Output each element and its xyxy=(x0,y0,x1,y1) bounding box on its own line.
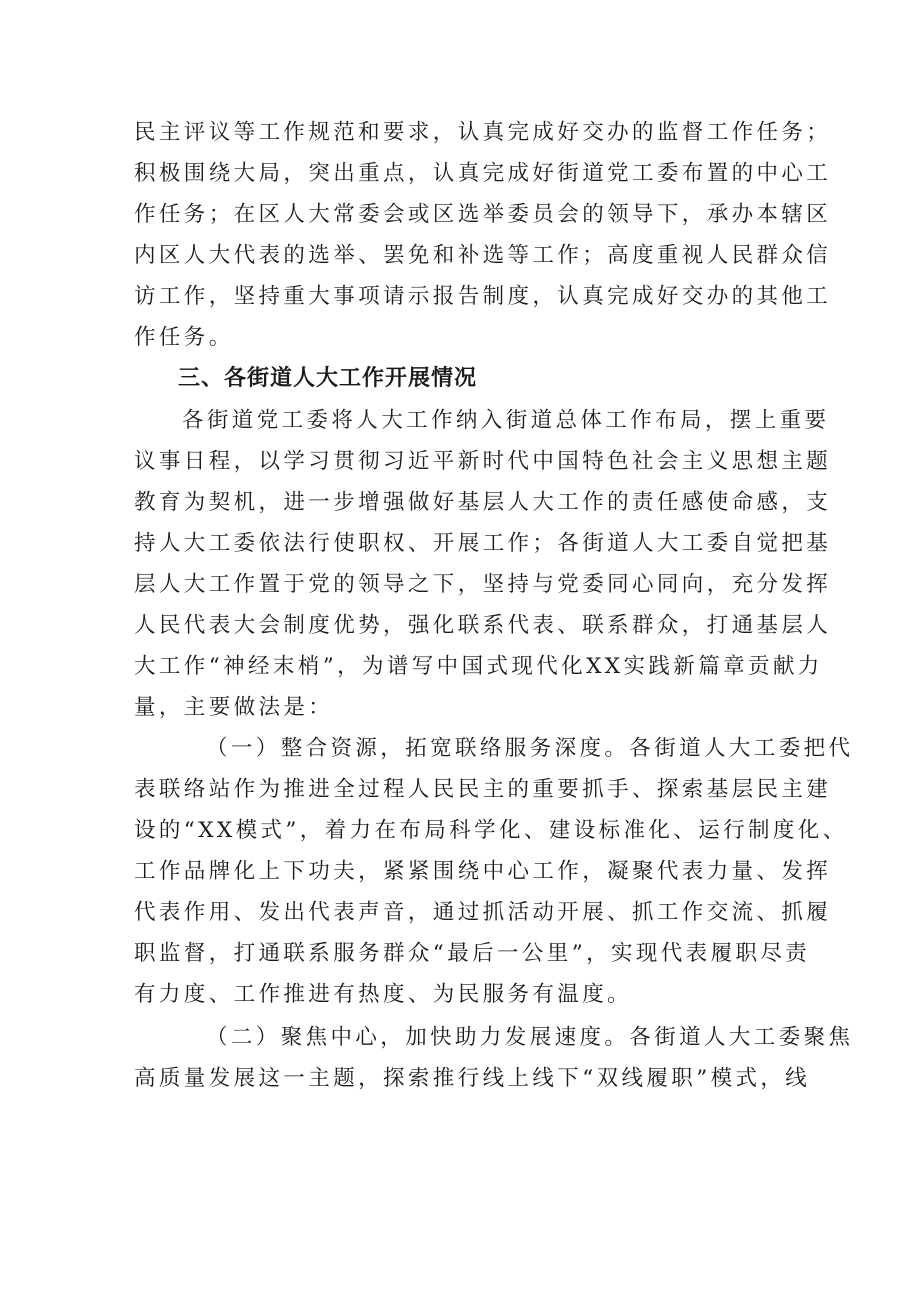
text-line: 人民代表大会制度优势，强化联系代表、联系群众，打通基层人 xyxy=(134,613,832,638)
paragraph-item-1 xyxy=(134,728,854,1015)
text-line: 各街道党工委将人大工作纳入街道总体工作布局，摆上重要 xyxy=(182,408,830,433)
text-line: 访工作，坚持重大事项请示报告制度，认真完成好交办的其他工 xyxy=(134,284,832,309)
text-line: 作任务。 xyxy=(134,325,234,350)
text-line: 层人大工作置于党的领导之下，坚持与党委同心同向，充分发挥 xyxy=(134,572,832,597)
paragraph-overview xyxy=(134,400,832,728)
paragraph-item-2 xyxy=(134,1017,854,1099)
text-line: 教育为契机，进一步增强做好基层人大工作的责任感使命感，支 xyxy=(134,490,832,515)
section-heading: 三、各街道人大工作开展情况 xyxy=(178,366,478,391)
text-line: 大工作“神经末梢”，为谱写中国式现代化XX实践新篇章贡献力 xyxy=(134,654,823,679)
paragraph-continuation xyxy=(134,112,832,358)
text-line: 表联络站作为推进全过程人民民主的重要抓手、探索基层民主建 xyxy=(134,777,832,802)
text-line: （二）聚焦中心，加快助力发展速度。各街道人大工委聚焦 xyxy=(206,1025,854,1050)
document-body xyxy=(134,112,854,1099)
text-line: 职监督，打通联系服务群众“最后一公里”，实现代表履职尽责 xyxy=(134,941,811,966)
text-line: （一）整合资源，拓宽联络服务深度。各街道人大工委把代 xyxy=(206,736,854,761)
text-line: 持人大工委依法行使职权、开展工作；各街道人大工委自觉把基 xyxy=(134,531,832,556)
text-line: 内区人大代表的选举、罢免和补选等工作；高度重视人民群众信 xyxy=(134,243,832,268)
text-line: 议事日程，以学习贯彻习近平新时代中国特色社会主义思想主题 xyxy=(134,449,832,474)
text-line: 积极围绕大局，突出重点，认真完成好街道党工委布置的中心工 xyxy=(134,161,832,186)
text-line: 高质量发展这一主题，探索推行线上线下“双线履职”模式，线 xyxy=(134,1066,811,1091)
text-line: 民主评议等工作规范和要求，认真完成好交办的监督工作任务； xyxy=(134,120,832,145)
text-line: 作任务；在区人大常委会或区选举委员会的领导下，承办本辖区 xyxy=(134,202,832,227)
text-line: 有力度、工作推进有热度、为民服务有温度。 xyxy=(134,982,633,1007)
text-line: 设的“XX模式”，着力在布局科学化、建设标准化、运行制度化、 xyxy=(134,818,848,843)
text-line: 工作品牌化上下功夫，紧紧围绕中心工作，凝聚代表力量、发挥 xyxy=(134,859,832,884)
text-line: 代表作用、发出代表声音，通过抓活动开展、抓工作交流、抓履 xyxy=(134,900,832,925)
text-line: 量，主要做法是： xyxy=(134,695,334,720)
